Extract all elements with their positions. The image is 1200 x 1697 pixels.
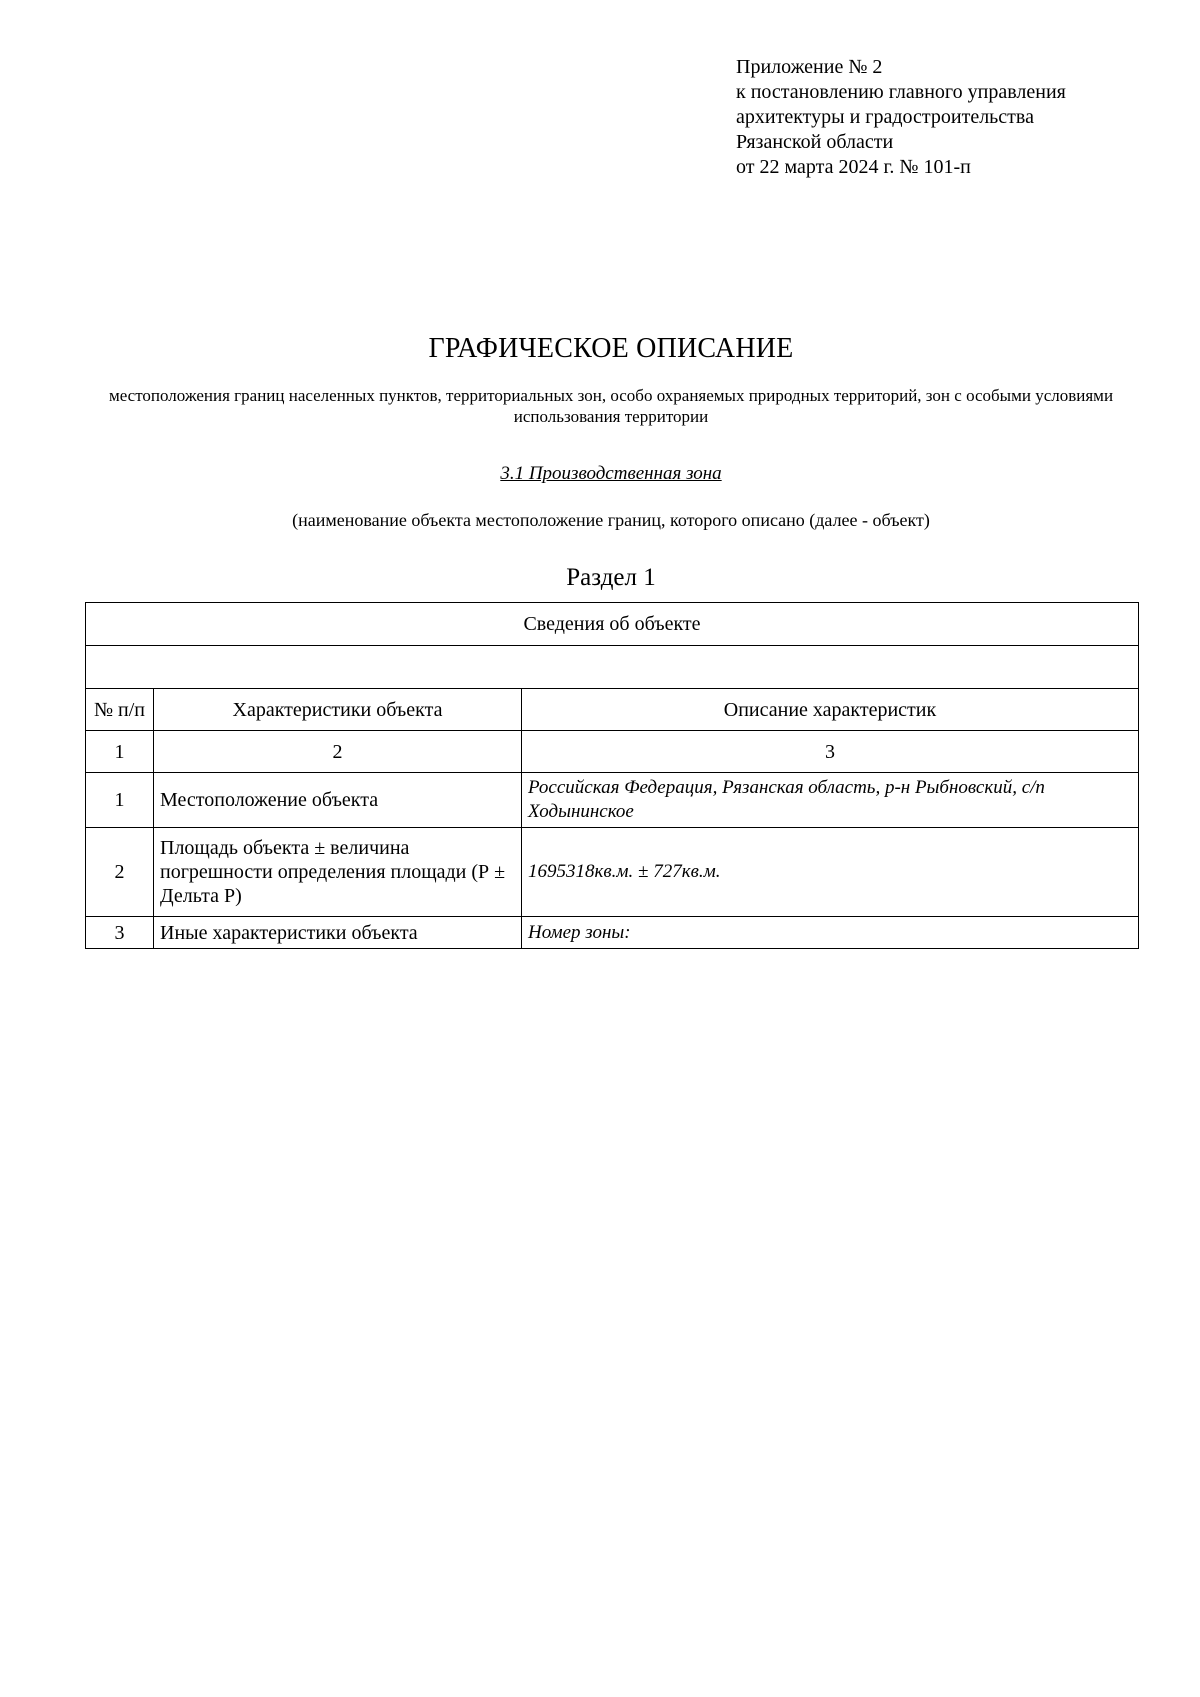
table-column-headers bbox=[86, 689, 1139, 731]
column-number-cell: 3 bbox=[522, 731, 1139, 773]
appendix-line: Рязанской области bbox=[736, 131, 894, 153]
row-number: 3 bbox=[86, 917, 154, 949]
section-title: Раздел 1 bbox=[566, 564, 656, 591]
table-column-numbers bbox=[86, 731, 1139, 773]
row-description: Номер зоны: bbox=[522, 917, 1139, 949]
table-header-row bbox=[86, 603, 1139, 646]
table-empty-row bbox=[86, 646, 1139, 689]
row-characteristic: Иные характеристики объекта bbox=[154, 917, 522, 949]
document-subtitle: местоположения границ населенных пунктов, территориальных зон, особо охраняемых природных территорий, зон с особыми условиями использования территории bbox=[108, 386, 1114, 426]
row-characteristic: Площадь объекта ± величина погрешности определения площади (Р ± Дельта Р) bbox=[154, 828, 522, 917]
table-row bbox=[86, 773, 1139, 828]
document-title: ГРАФИЧЕСКОЕ ОПИСАНИЕ bbox=[428, 333, 794, 364]
object-name: 3.1 Производственная зона bbox=[500, 463, 722, 484]
object-name-caption: (наименование объекта местоположение границ, которого описано (далее - объект) bbox=[292, 510, 930, 530]
row-number: 2 bbox=[86, 828, 154, 917]
column-header-description: Описание характеристик bbox=[522, 689, 1139, 731]
column-number-cell: 2 bbox=[154, 731, 522, 773]
column-header-number: № п/п bbox=[86, 689, 154, 731]
appendix-line: от 22 марта 2024 г. № 101-п bbox=[736, 156, 971, 178]
appendix-line: архитектуры и градостроительства bbox=[736, 106, 1034, 128]
table-empty-cell bbox=[86, 646, 1139, 689]
appendix-block bbox=[736, 55, 1176, 180]
table-row bbox=[86, 828, 1139, 917]
column-number-cell: 1 bbox=[86, 731, 154, 773]
row-number: 1 bbox=[86, 773, 154, 828]
row-description: Российская Федерация, Рязанская область, р-н Рыбновский, с/п Ходынинское bbox=[522, 773, 1139, 828]
column-header-characteristic: Характеристики объекта bbox=[154, 689, 522, 731]
table-row bbox=[86, 917, 1139, 949]
row-description: 1695318кв.м. ± 727кв.м. bbox=[522, 828, 1139, 917]
appendix-line: Приложение № 2 bbox=[736, 56, 883, 78]
appendix-line: к постановлению главного управления bbox=[736, 81, 1066, 103]
row-characteristic: Местоположение объекта bbox=[154, 773, 522, 828]
table-header: Сведения об объекте bbox=[86, 603, 1139, 646]
object-info-table bbox=[85, 602, 1139, 949]
